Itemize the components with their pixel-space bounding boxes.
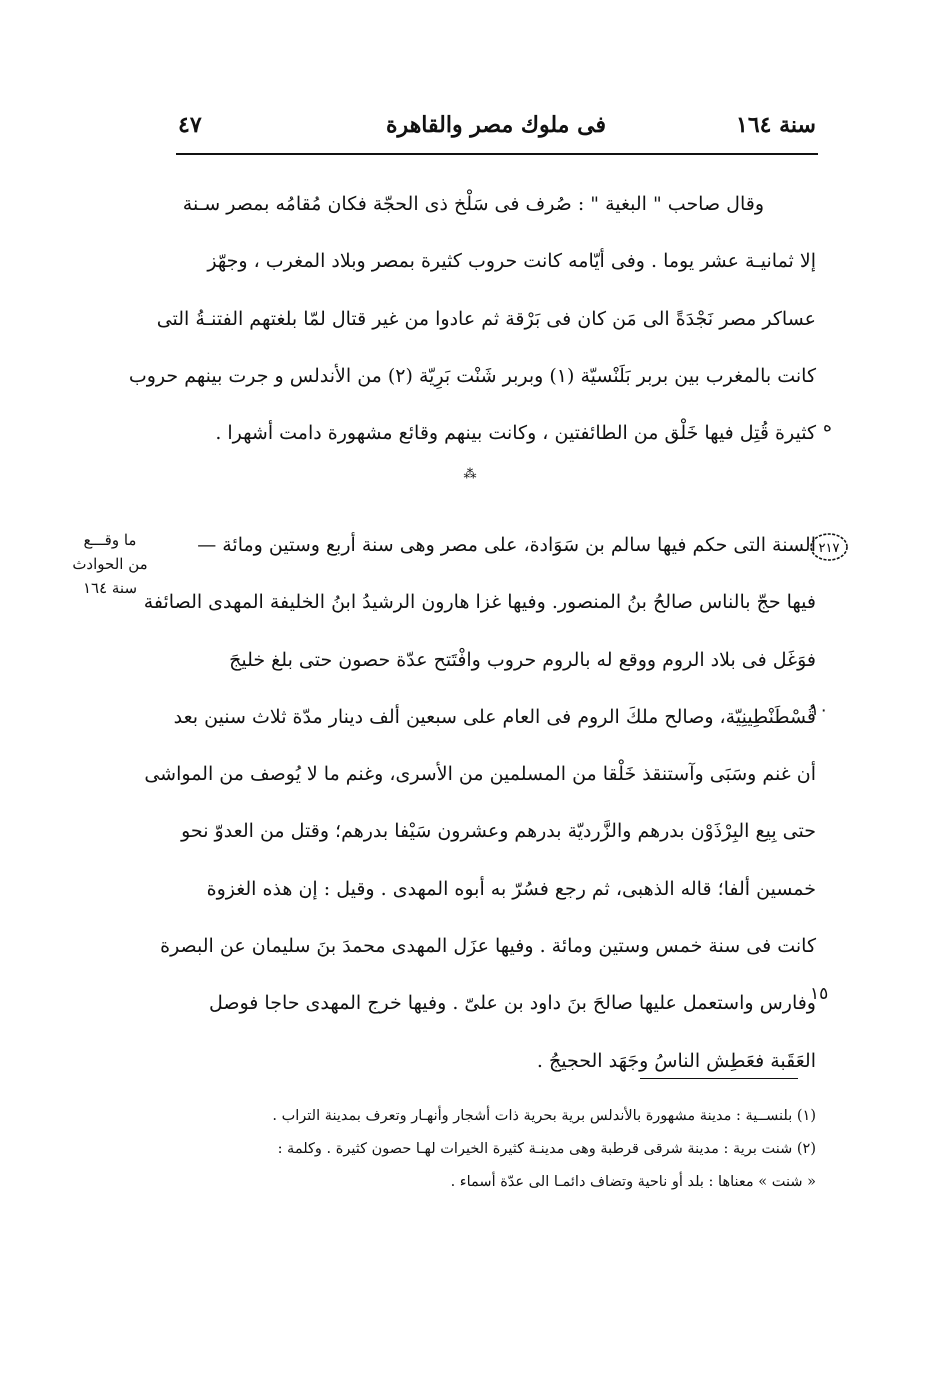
page-number: ٤٧ (178, 112, 202, 138)
line-number: ١٠ (810, 700, 829, 720)
footnote-rule (640, 1078, 798, 1079)
footnotes (186, 1100, 816, 1199)
text-line: كانت بالمغرب بين بربر بَلَنْسيّة (١) وبربر شَنْت بَرِيّة (٢) من الأندلس و جرت بينهم حروب (128, 364, 816, 387)
margin-note-line: سنة ١٦٤ (82, 579, 138, 597)
text-line: كانت فى سنة خمس وستين ومائة . وفيها عزَل المهدى محمدَ بنَ سليمان عن البصرة (160, 935, 816, 958)
text-line: وقال صاحب " البغية " : صُرف فى سَلْخ ذى الحجّة فكان مُقامُه بمصر سـنة (182, 193, 764, 215)
text-line: خمسين ألفا؛ قاله الذهبى، ثم رجع فسُرّ به أبوه المهدى . وقيل : إن هذه الغزوة (206, 877, 816, 900)
footnote-line: « شنت » معناها : بلد أو ناحية وتضاف دائمـا الى عدّة أسماء . (450, 1174, 816, 1190)
section-heading-line: السنة التى حكم فيها سالم بن سَوَادة، على مصر وهى سنة أربع وستين ومائة — (197, 534, 816, 556)
text-line: عساكر مصر نَجْدَةً الى مَن كان فى بَرْقة ثم عادوا من غير قتال لمّا بلغتهم الفتنـةُ التى (156, 307, 816, 330)
text-line: حتى بِيع البِرْذَوْن بدرهم والزَّرديّة بدرهم وعشرون سَيْفا بدرهم؛ وقتل من العدوّ نحو (181, 820, 816, 843)
text-line: فوَغَل فى بلاد الروم ووقع له بالروم حروب وافْتَتح عدّة حصون حتى بلغ خليجَ (229, 648, 816, 671)
text-line: وفارس واستعمل عليها صالحَ بنَ داود بن علىّ . وفيها خرج المهدى حاجا فوصل (208, 992, 816, 1015)
page-title: فى ملوك مصر والقاهرة (386, 112, 606, 138)
text-line: إلا ثمانيـة عشر يوما . وفى أيّامه كانت حروب كثيرة بمصر وبلاد المغرب ، وجهّز (207, 250, 816, 273)
text-line: فيها حجّ بالناس صالحُ بنُ المنصور. وفيها غزا هارون الرشيدُ ابنُ الخليفة المهدى الصائفة (143, 591, 816, 614)
paragraph-1 (128, 176, 816, 462)
text-line: العَقَبة فعَطِش الناسُ وجَهَد الحجيجُ . (536, 1049, 816, 1072)
text-line: أن غنم وسَبَى وآستنقذ خَلْقا من المسلمين من الأسرى، وغنم ما لا يُوصف من المواشى (144, 763, 816, 786)
paragraph-marker-number: ٢١٧ (818, 541, 840, 556)
text-line: كثيرة قُتِل فيها خَلْق من الطائفتين ، وكانت بينهم وقائع مشهورة دامت أشهرا . (215, 422, 816, 445)
header-rule (176, 153, 818, 155)
line-number: ١٥ (810, 984, 829, 1004)
running-header (176, 112, 816, 148)
margin-note-line: من الحوادث (72, 555, 148, 573)
margin-note-line: ما وقـــع (83, 531, 137, 549)
section-separator: ⁂ (463, 467, 477, 482)
margin-note (60, 528, 160, 600)
year-heading: سنة ١٦٤ (736, 112, 816, 138)
line-number: ه (823, 416, 832, 436)
footnote-line: (١) بلنســية : مدينة مشهورة بالأندلس برية بحرية ذات أشجار وأنهـار وتعرف بمدينة التراب . (272, 1108, 816, 1124)
footnote-line: (٢) شنت برية : مدينة شرقى قرطبة وهى مدينـة كثيرة الخيرات لهـا حصون كثيرة . وكلمة : (277, 1141, 816, 1157)
paragraph-2 (143, 517, 816, 1090)
text-line: قُسْطَنْطِينِيّة، وصالح ملكَ الروم فى العام على سبعين ألف دينار مدّة ثلاث سنين بعد (173, 705, 816, 728)
